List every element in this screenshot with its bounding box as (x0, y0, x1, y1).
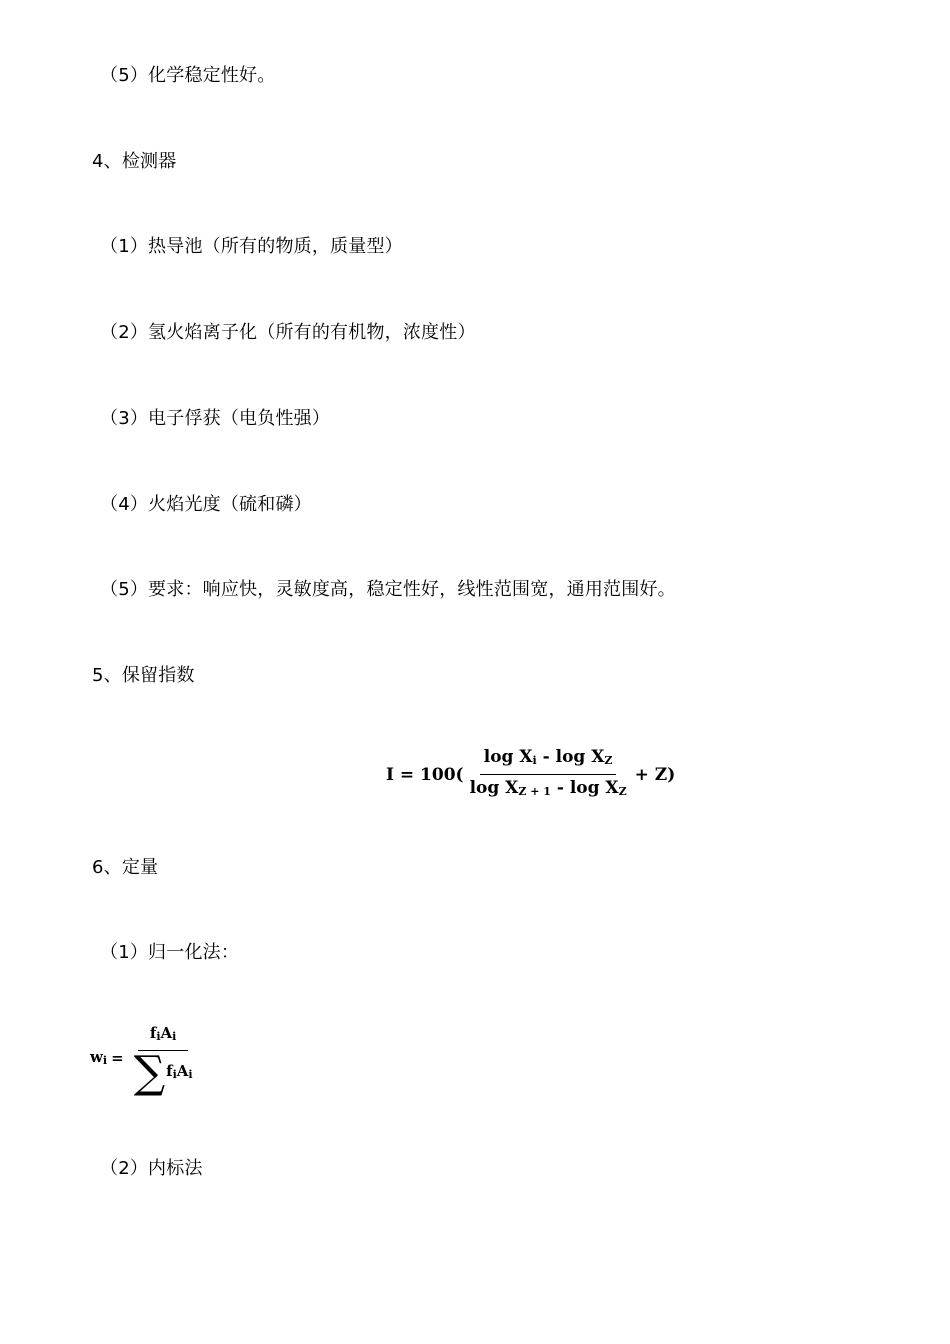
detector-item-flame-ionization: （2）氢火焰离子化（所有的有机物，浓度性） (100, 322, 476, 343)
formula-numerator: log Xi - log XZ (480, 746, 617, 775)
normalization-equals: = (111, 1048, 124, 1067)
quantitation-item-normalization: （1）归一化法： (100, 942, 240, 963)
normalization-formula (90, 1022, 199, 1098)
detector-item-thermal-conductivity: （1）热导池（所有的物质，质量型） (100, 236, 403, 257)
detector-item-flame-photometric: （4）火焰光度（硫和磷） (100, 494, 312, 515)
detector-item-electron-capture: （3）电子俘获（电负性强） (100, 408, 331, 429)
formula-denominator: log XZ + 1 - log XZ (469, 778, 627, 798)
normalization-denominator: ∑ fiAi (133, 1047, 193, 1098)
formula-lhs: I = 100( (386, 764, 464, 785)
quantitation-item-internal-standard: （2）内标法 (100, 1158, 203, 1179)
requirement-5-chemical-stability: （5）化学稳定性好。 (100, 65, 276, 86)
formula-fraction (466, 746, 631, 803)
normalization-fraction (130, 1022, 197, 1098)
normalization-lhs: wi (90, 1048, 108, 1067)
normalization-numerator: fiAi (138, 1022, 188, 1051)
section-5-retention-index-heading: 5、保留指数 (92, 665, 195, 686)
summation-symbol: ∑ (133, 1047, 166, 1098)
section-4-detectors-heading: 4、检测器 (92, 151, 177, 172)
detector-item-requirements: （5）要求：响应快，灵敏度高，稳定性好，线性范围宽，通用范围好。 (100, 579, 676, 600)
retention-index-formula (386, 746, 675, 803)
formula-tail: + Z) (634, 764, 676, 785)
section-6-quantitation-heading: 6、定量 (92, 857, 159, 878)
